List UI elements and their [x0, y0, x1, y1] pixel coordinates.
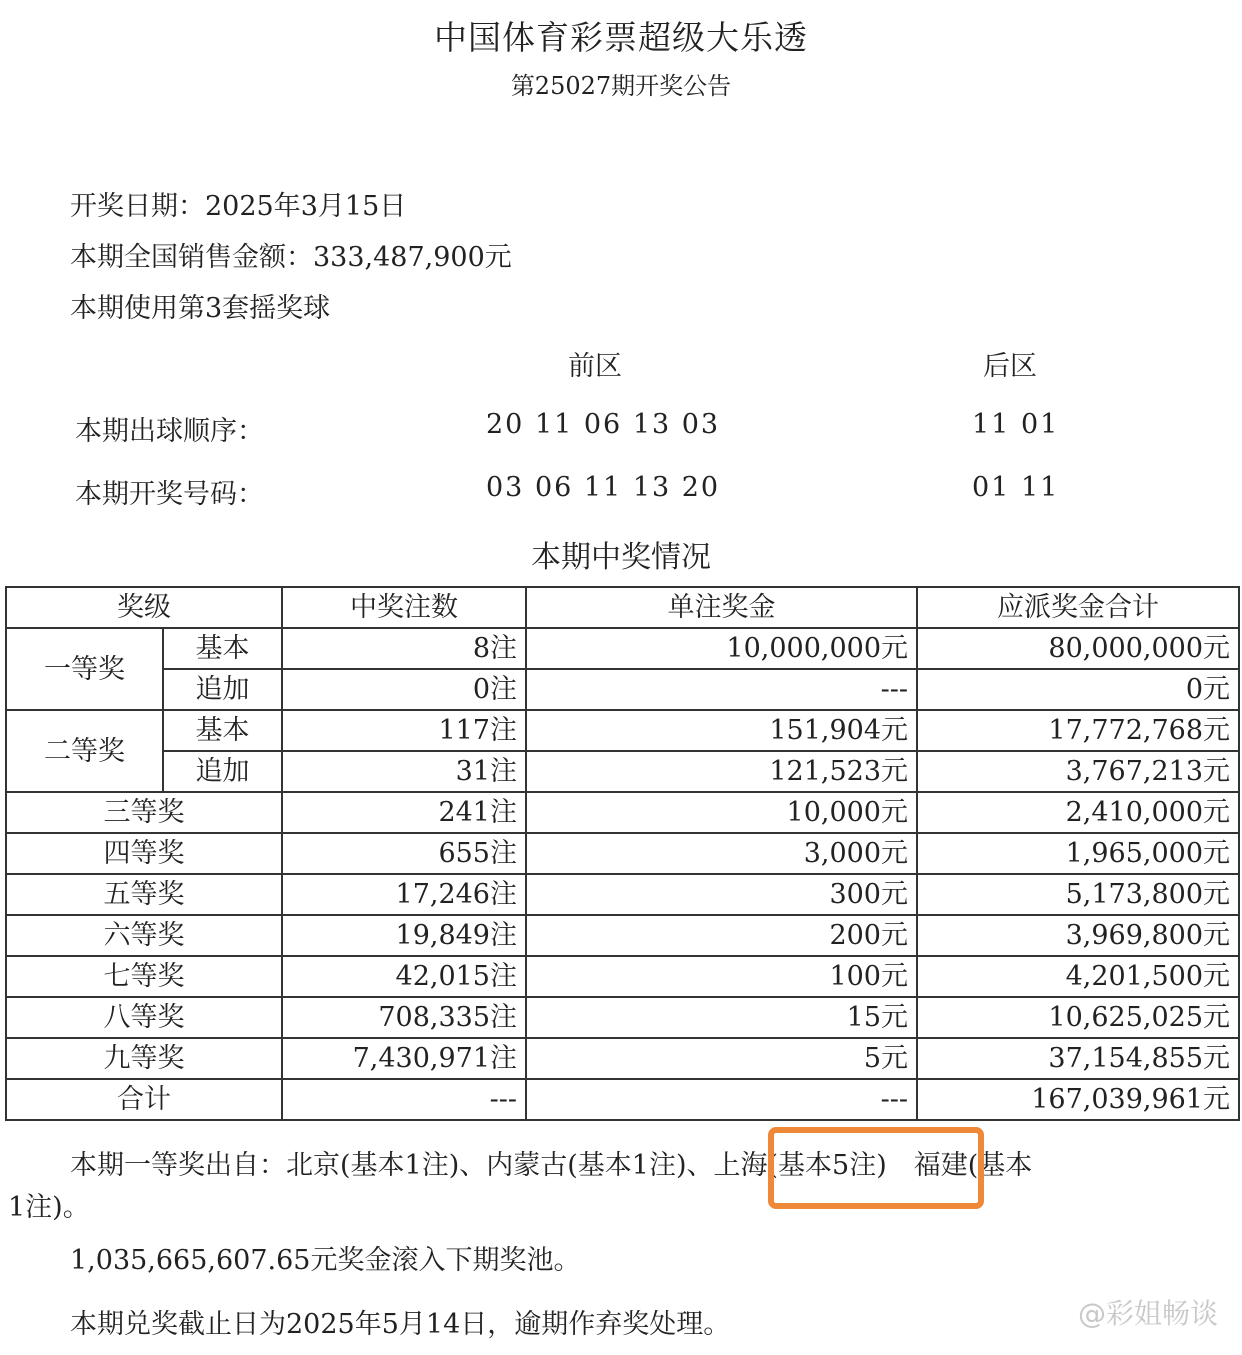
prize-count: --- [282, 1079, 526, 1120]
second-extra-amount: 121,523元 [526, 751, 917, 792]
claim-deadline: 本期兑奖截止日为2025年5月14日，逾期作弃奖处理。 [70, 1309, 731, 1340]
prize-amount: 5元 [526, 1038, 917, 1079]
header-count: 中奖注数 [282, 587, 526, 628]
prize-count: 708,335注 [282, 997, 526, 1038]
prize-section-title: 本期中奖情况 [531, 540, 711, 575]
prize-total: 10,625,025元 [917, 997, 1239, 1038]
prize-total: 1,965,000元 [917, 833, 1239, 874]
prize-level: 六等奖 [6, 915, 282, 956]
front-zone-label: 前区 [568, 351, 622, 382]
first-prize-origin-line1: 本期一等奖出自：北京(基本1注)、内蒙古(基本1注)、上海(基本5注) 福建(基本 [70, 1150, 1033, 1181]
header-amount: 单注奖金 [526, 587, 917, 628]
prize-total: 2,410,000元 [917, 792, 1239, 833]
prize-level: 三等奖 [6, 792, 282, 833]
draw-order-back-numbers: 11 01 [972, 409, 1060, 440]
second-basic-total: 17,772,768元 [917, 710, 1239, 751]
prize-total: 5,173,800元 [917, 874, 1239, 915]
shanghai-highlight-box [768, 1127, 984, 1209]
header-total: 应派奖金合计 [917, 587, 1239, 628]
second-prize-label: 二等奖 [6, 710, 163, 792]
first-prize-label: 一等奖 [6, 628, 163, 710]
prize-amount: 200元 [526, 915, 917, 956]
prize-level: 五等奖 [6, 874, 282, 915]
second-basic-count: 117注 [282, 710, 526, 751]
winning-numbers-label: 本期开奖号码： [75, 479, 264, 510]
watermark-text: @彩姐畅谈 [1077, 1297, 1218, 1330]
first-extra-count: 0注 [282, 669, 526, 710]
table-row [6, 1038, 1239, 1079]
prize-count: 17,246注 [282, 874, 526, 915]
table-row [6, 833, 1239, 874]
first-extra-total: 0元 [917, 669, 1239, 710]
sales-amount: 本期全国销售金额：333,487,900元 [70, 242, 512, 273]
first-basic-type: 基本 [163, 628, 282, 669]
issue-subtitle: 第25027期开奖公告 [510, 72, 732, 100]
table-row [6, 710, 1239, 751]
prize-amount: --- [526, 1079, 917, 1120]
second-extra-total: 3,767,213元 [917, 751, 1239, 792]
table-row [6, 669, 1239, 710]
first-basic-total: 80,000,000元 [917, 628, 1239, 669]
prize-amount: 15元 [526, 997, 917, 1038]
prize-count: 19,849注 [282, 915, 526, 956]
table-row [6, 997, 1239, 1038]
prize-count: 7,430,971注 [282, 1038, 526, 1079]
prize-table [5, 586, 1240, 1121]
prize-total: 4,201,500元 [917, 956, 1239, 997]
prize-level: 九等奖 [6, 1038, 282, 1079]
first-prize-origin-line2: 1注)。 [8, 1192, 90, 1223]
table-header-row [6, 587, 1239, 628]
draw-date: 开奖日期：2025年3月15日 [70, 191, 407, 222]
prize-count: 655注 [282, 833, 526, 874]
table-total-row [6, 1079, 1239, 1120]
table-row [6, 915, 1239, 956]
prize-level: 合计 [6, 1079, 282, 1120]
prize-level: 八等奖 [6, 997, 282, 1038]
prize-amount: 10,000元 [526, 792, 917, 833]
prize-total: 167,039,961元 [917, 1079, 1239, 1120]
page-title: 中国体育彩票超级大乐透 [434, 18, 808, 57]
table-row [6, 751, 1239, 792]
table-row [6, 792, 1239, 833]
prize-level: 七等奖 [6, 956, 282, 997]
table-row [6, 874, 1239, 915]
winning-back-numbers: 01 11 [972, 472, 1060, 503]
table-row [6, 628, 1239, 669]
second-basic-type: 基本 [163, 710, 282, 751]
draw-order-label: 本期出球顺序： [75, 416, 264, 447]
prize-level: 四等奖 [6, 833, 282, 874]
back-zone-label: 后区 [983, 351, 1037, 382]
first-extra-type: 追加 [163, 669, 282, 710]
winning-front-numbers: 03 06 11 13 20 [486, 472, 721, 503]
prize-total: 37,154,855元 [917, 1038, 1239, 1079]
second-extra-count: 31注 [282, 751, 526, 792]
first-basic-amount: 10,000,000元 [526, 628, 917, 669]
prize-amount: 3,000元 [526, 833, 917, 874]
first-extra-amount: --- [526, 669, 917, 710]
prize-count: 42,015注 [282, 956, 526, 997]
prize-amount: 300元 [526, 874, 917, 915]
prize-count: 241注 [282, 792, 526, 833]
first-basic-count: 8注 [282, 628, 526, 669]
prize-total: 3,969,800元 [917, 915, 1239, 956]
ball-set-info: 本期使用第3套摇奖球 [70, 293, 331, 324]
second-basic-amount: 151,904元 [526, 710, 917, 751]
prize-amount: 100元 [526, 956, 917, 997]
header-level: 奖级 [6, 587, 282, 628]
jackpot-rollover: 1,035,665,607.65元奖金滚入下期奖池。 [70, 1245, 581, 1276]
second-extra-type: 追加 [163, 751, 282, 792]
draw-order-front-numbers: 20 11 06 13 03 [486, 409, 721, 440]
table-row [6, 956, 1239, 997]
